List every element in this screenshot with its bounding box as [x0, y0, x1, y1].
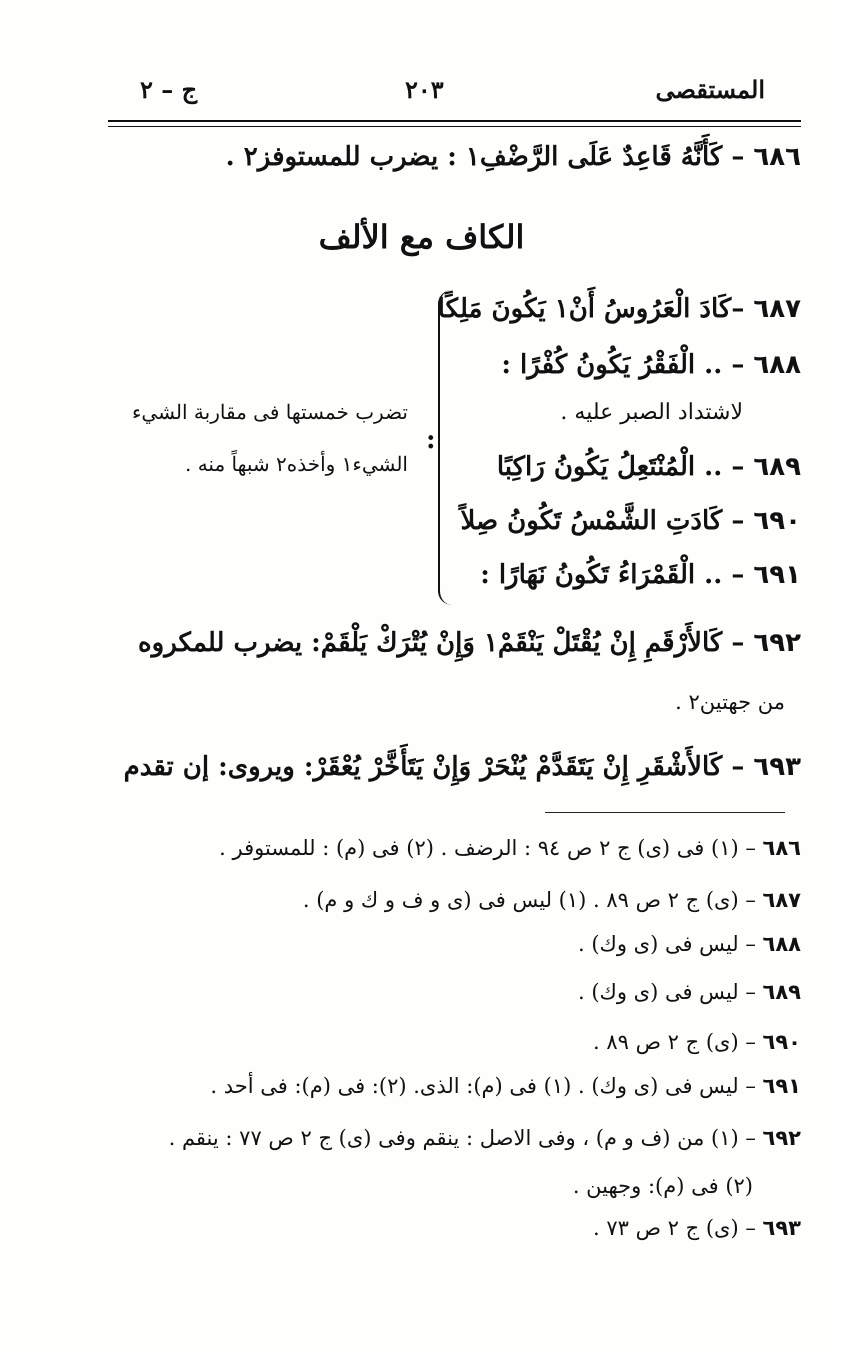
footnote-text: – (١) من (ف و م) ، وفى الاصل : ينقم وفى (ى) ج ٢ ص ٧٧ : ينقم . [168, 1126, 756, 1150]
section-title: الكاف مع الألف [318, 218, 525, 256]
entry-number: ٦٩٠ [753, 506, 801, 536]
entry-text: – .. الْقَمْرَاءُ تَكُونُ نَهَارًا : [480, 560, 745, 590]
entry-number: ٦٩٢ [753, 628, 801, 658]
entry-number: ٦٨٨ [753, 350, 801, 380]
footnote-text: (٢) فى (م): وجهين . [572, 1174, 753, 1198]
entry-690 [461, 506, 801, 536]
entry-text: – .. الْمُنْتَعِلُ يَكُونُ رَاكِبًا [496, 452, 745, 482]
brace-colon: : [426, 425, 436, 455]
running-title: المستقصى [655, 75, 765, 104]
entry-number: ٦٩١ [753, 560, 801, 590]
entry-number: ٦٩٣ [753, 752, 801, 782]
footnote-number: ٦٨٩ [762, 980, 801, 1004]
entry-text: – كَادَتِ الشَّمْسُ تَكُونُ صِلاً [460, 506, 745, 536]
footnote-number: ٦٩٣ [762, 1216, 801, 1240]
footnote-text: – ليس فى (ى وك) . [577, 980, 756, 1004]
footnote-separator [545, 812, 785, 813]
entry-692-continuation [675, 690, 785, 714]
footnote-number: ٦٨٧ [762, 888, 801, 912]
entry-text: – .. الْفَقْرُ يَكُونُ كُفْرًا : [501, 350, 745, 380]
footnote-number: ٦٩٠ [762, 1030, 801, 1054]
footnote-690 [593, 1030, 801, 1054]
entry-687 [438, 294, 801, 324]
brace-gloss-line-2: الشيء١ وأخذه٢ شبهاً منه . [184, 452, 408, 476]
entry-number: ٦٨٧ [753, 294, 801, 324]
footnote-number: ٦٨٦ [762, 836, 801, 860]
footnote-text: – (ى) ج ٢ ص ٧٣ . [593, 1216, 756, 1240]
entry-number: ٦٨٩ [753, 452, 801, 482]
footnote-688 [578, 932, 801, 956]
brace-gloss-line-1: تضرب خمستها فى مقاربة الشيء [132, 400, 408, 424]
entry-text: –كَادَ الْعَرُوسُ أَنْ١ يَكُونَ مَلِكًا [437, 294, 745, 324]
footnote-text: – (ى) ج ٢ ص ٨٩ . [593, 1030, 756, 1054]
footnote-text: – (ى) ج ٢ ص ٨٩ . (١) ليس فى (ى و ف و ك و م) . [302, 888, 756, 912]
entry-689 [497, 452, 801, 482]
entry-number: ٦٨٦ [753, 142, 801, 172]
entry-text: – كَالأَرْقَمِ إِنْ يُقْتَلْ يَنْقَمْ١ وَإِنْ يُتْرَكْ يَلْقَمْ: يضرب للمكروه [138, 628, 745, 658]
header-rule-top [108, 120, 801, 122]
entry-692 [138, 628, 801, 658]
volume-label: ج – ٢ [140, 75, 198, 104]
entry-688 [501, 350, 801, 380]
footnote-691 [210, 1074, 801, 1098]
entry-693 [124, 752, 801, 782]
footnote-692 [169, 1126, 801, 1150]
page-number: ٢٠٣ [405, 75, 444, 104]
footnote-number: ٦٩٢ [762, 1126, 801, 1150]
header-rule-bottom [108, 126, 801, 127]
entry-text: من جهتين٢ . [675, 690, 785, 714]
footnote-text: – (١) فى (ى) ج ٢ ص ٩٤ : الرضف . (٢) فى (م) : للمستوفر . [219, 836, 756, 860]
footnote-text: – ليس فى (ى وك) . (١) فى (م): الذى. (٢): فى (م): فى أحد . [210, 1074, 756, 1098]
footnote-text: – ليس فى (ى وك) . [577, 932, 756, 956]
entry-text: – كَأَنَّهُ قَاعِدٌ عَلَى الرَّضْفِ١ : يضرب للمستوفز٢ . [225, 142, 745, 172]
footnote-686 [219, 836, 801, 860]
footnote-693 [593, 1216, 801, 1240]
entry-691 [480, 560, 801, 590]
grouping-brace [438, 290, 456, 605]
entry-686 [226, 142, 801, 172]
footnote-number: ٦٩١ [762, 1074, 801, 1098]
entry-text: – كَالأَشْقَرِ إِنْ يَتَقَدَّمْ يُنْحَرْ وَإِنْ يَتَأَخَّرْ يُعْقَرْ: ويروى: إن تقدم [123, 752, 745, 782]
footnote-689 [578, 980, 801, 1004]
footnote-687 [303, 888, 801, 912]
footnote-692-continuation [573, 1174, 753, 1198]
entry-688-continuation [560, 400, 743, 425]
footnote-number: ٦٨٨ [762, 932, 801, 956]
entry-text: لاشتداد الصبر عليه . [560, 400, 743, 425]
